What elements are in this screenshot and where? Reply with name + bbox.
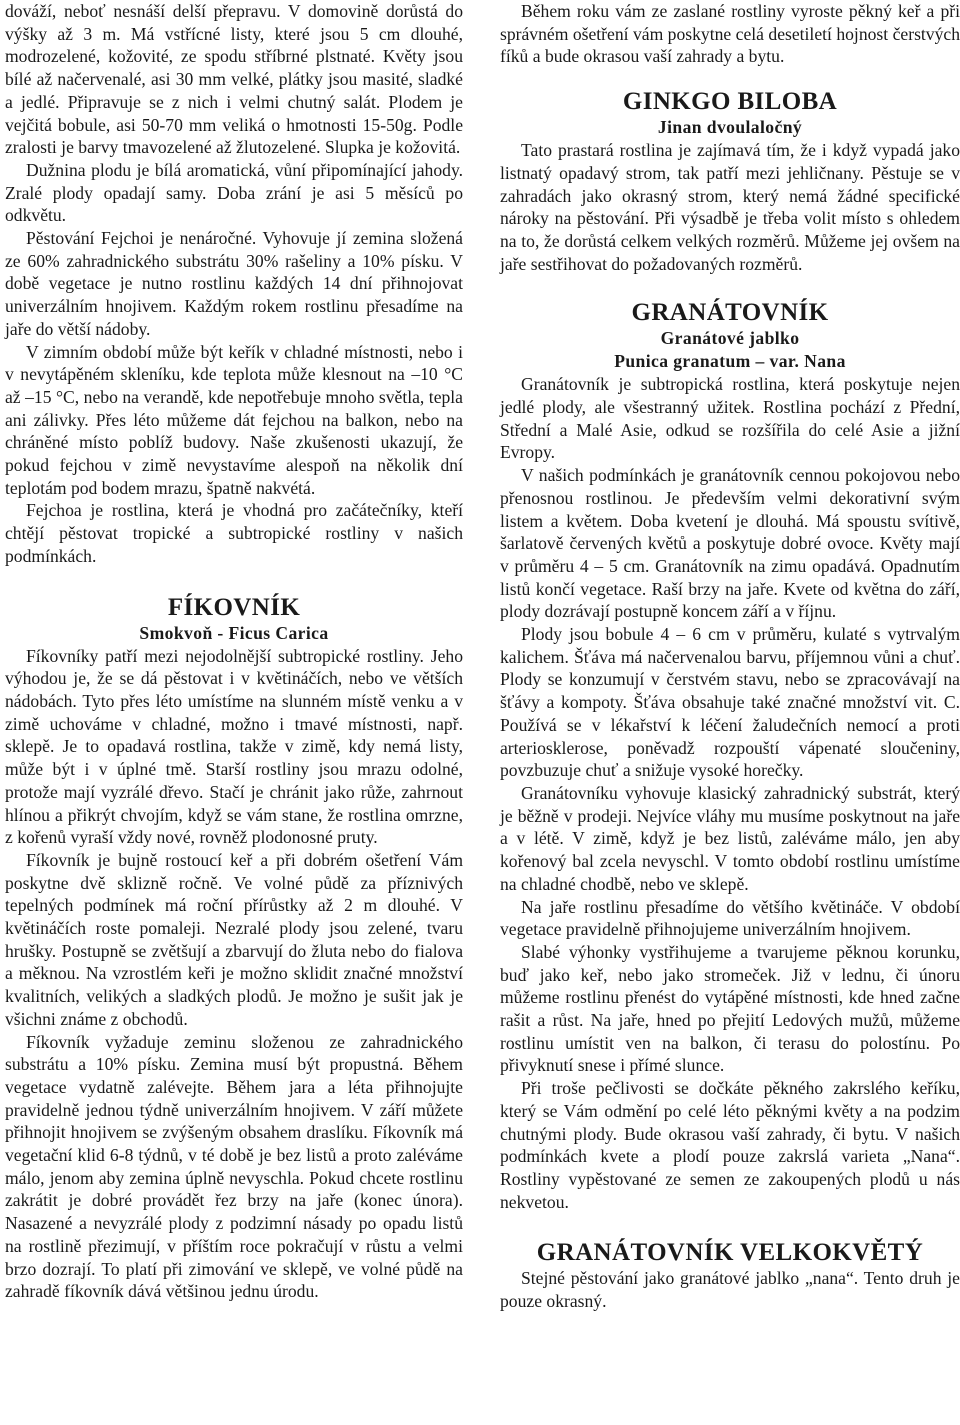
section-gap: [500, 68, 960, 88]
section-title-granatovnik-velkokvety: GRANÁTOVNÍK VELKOKVĚTÝ: [536, 1239, 924, 1267]
granatovnik-velkokvety-paragraph-1: Stejné pěstování jako granátové jablko „nana“. Tento druh je pouze okrasný.: [500, 1268, 960, 1312]
left-column: [5, 0, 463, 1303]
granatovnik-paragraph-2: V našich podmínkách je granátovník cennou pokojovou nebo přenosnou rostlinou. Je především velmi dekorativní svým listem a květem. Doba kvetení je dlouhá. Má spoustu svítivě, šarlatově červených květů a poskytuje dobré ovoce. Květy mají v průměru 4 – 5 cm. Granátovník na zimu opadává. Opadnutím listů končí vegetace. Raší brzy na jaře. Kvete od května do září, plody dozrávají postupně koncem září a v říjnu.: [500, 465, 960, 622]
intro-paragraph-1: dováží, neboť nesnáší delší přepravu. V domovině dorůstá do výšky až 3 m. Má vstřícné listy, které jsou 5 cm dlouhé, modrozelené, kožovité, ze spodu stříbrné plstnaté. Květy jsou bílé až načervenalé, asi 30 mm velké, plátky jsou masité, sladké a jedlé. Připravuje se z nich i velmi chutný salát. Plodem je vejčitá bobule, asi 50-70 mm veliká o hmotnosti 15-50g. Podle zralosti je barvy tmavozelené až žlutozelené. Slupka je kožovitá.: [5, 1, 463, 158]
intro-paragraph-2: Dužnina plodu je bílá aromatická, vůní připomínající jahody. Zralé plody opadají samy. Doba zrání je asi 5 měsíců po odkvětu.: [5, 159, 463, 226]
section-subtitle-granatovnik: Granátové jablko: [660, 328, 800, 349]
section-title-ginkgo: GINKGO BILOBA: [622, 88, 838, 116]
right-intro-paragraph: Během roku vám ze zaslané rostliny vyroste pěkný keř a při správném ošetření vám poskytne celá desetiletí hojnost čerstvých fíků a bude okrasou vaší zahrady a bytu.: [500, 1, 960, 67]
granatovnik-paragraph-3: Plody jsou bobule 4 – 6 cm v průměru, kulaté s vytrvalým kalichem. Šťáva má načervenalou barvu, příjemnou vůni a chuť. Plody se konzumují v čerstvém stavu, nebo se zpracovávají na šťávy a kompoty. Šťáva obsahuje také značné množství vit. C. Používá se v lékařství k léčení žaludečních nemocí a proti arteriosklerose, poněvadž rozpouští vápenaté sloučeniny, povzbuzuje chuť a snižuje vysoké horečky.: [500, 624, 960, 781]
fikovnik-paragraph-1: Fíkovníky patří mezi nejodolnější subtropické rostliny. Jeho výhodou je, že se dá pěstovat i v květináčích, nebo ve větších nádobách. Tyto přes léto umístíme na slunném místě venku a v zimě uchováme v chladné, možno i tmavé místnosti, např. sklepě. Je to opadavá rostlina, takže v zimě, kdy nemá listy, může být i v úplné tmě. Starší rostliny jsou mrazu odolné, protože mají vyzrálé dřevo. Stačí je chránit jako růže, zahrnout hlínou a přikrýt chvojím, když se vám stane, že rostlina omrzne, z kořenů vyraší vždy nové, rovněž plodonosné pruty.: [5, 645, 463, 848]
granatovnik-paragraph-1: Granátovník je subtropická rostlina, která poskytuje nejen jedlé plody, ale všestranný užitek. Rostlina pochází z Přední, Střední a Malé Asie, odkud se rozšířila do celé Asie a jižní Evropy.: [500, 374, 960, 463]
granatovnik-paragraph-7: Při troše pečlivosti se dočkáte pěkného zakrslého keříku, který se Vám odmění po celé léto pěknými květy a na podzim chutnými plody. Bude okrasou vaší zahrady, či bytu. V našich podmínkách kvete a plodí pouze zakrslá varieta „Nana“. Rostliny vypěstované ze semen ze zakoupených plodů u nás nekvetou.: [500, 1078, 960, 1212]
section-subtitle-fikovnik: Smokvoň - Ficus Carica: [139, 622, 329, 643]
intro-paragraph-5: Fejchoa je rostlina, která je vhodná pro začátečníky, kteří chtějí pěstovat tropické a subtropické rostliny v našich podmínkách.: [5, 500, 463, 566]
granatovnik-paragraph-5: Na jaře rostlinu přesadíme do většího květináče. V období vegetace pravidelně přihnojujeme univerzálním hnojivem.: [500, 896, 960, 940]
ginkgo-paragraph-1: Tato prastará rostlina je zajímavá tím, že i když vypadá jako listnatý opadavý strom, tak patří mezi jehličnany. Pěstuje se v zahradách jako okrasný strom, který nemá žádné specifické nároky na pěstování. Při výsadbě je třeba volit místo s ohledem na to, že dorůstá celkem velkých rozměrů. Můžeme jej ovšem na jaře sestřihovat do požadovaných rozměrů.: [500, 140, 960, 274]
section-gap: [500, 1213, 960, 1239]
fikovnik-paragraph-2: Fíkovník je bujně rostoucí keř a při dobrém ošetření Vám poskytne dvě sklizně ročně. Ve volné půdě za příznivých tepelných podmínek má roční přírůstky až 2 m dlouhé. V květináčích roste pomaleji. Nezralé plody jsou zelené, tvaru hrušky. Postupně se zvětšují a zbarvují do žluta nebo do fialova a měknou. Na vzrostlém keři je možno sklidit značné množství kvalitních, velikých a sladkých plodů. Je možno je sušit jak je všichni známe z obchodů.: [5, 849, 463, 1029]
right-column: [500, 0, 960, 1313]
fikovnik-paragraph-3: Fíkovník vyžaduje zeminu složenou ze zahradnického substrátu a 10% písku. Zemina musí být propustná. Během vegetace vydatně zalévejte. Během jara a léta přihnojujte pravidelně jednou týdně univerzálním hnojivem. V září můžete přihnojit hnojivem se zvýšeným obsahem draslíku. Fíkovník má vegetační klid 6-8 týdnů, v té době je bez listů a proto zaléváme málo, jenom aby zemina úplně nevyschla. Pokud chcete rostlinu zakrátit je dobré provádět řez brzy na jaře (konec února). Nasazené a nevyzrálé plody z podzimní násady po opadu listů na rostlině přezimují, v příštím roce pokračují v růstu a velmi brzo dozrají. To platí při zimování ve sklepě, ve volné půdě na zahradě fíkovník dává většinou jednu úrodu.: [5, 1031, 463, 1302]
section-gap: [500, 275, 960, 299]
section-subtitle-ginkgo: Jinan dvoulaločný: [657, 117, 803, 138]
section-title-granatovnik: GRANÁTOVNÍK: [631, 299, 829, 327]
granatovnik-paragraph-4: Granátovníku vyhovuje klasický zahradnický substrát, který je běžně v prodeji. Nejvíce vláhy mu musíme poskytnout na jaře a v létě. V zimě, když je bez listů, zaléváme málo, jen aby kořenový bal zcela nevyschl. V tomto období rostlinu umístíme na chladné chodbě, nebo ve sklepě.: [500, 782, 960, 894]
intro-paragraph-3: Pěstování Fejchoi je nenáročné. Vyhovuje jí zemina složená ze 60% zahradnického substrátu 30% rašeliny a 10% písku. V době vegetace je nutno rostlinu každých 14 dní přihnojovat univerzálním hnojivem. Každým rokem rostlinu přesadíme na jaře do větší nádoby.: [5, 228, 463, 339]
section-title-fikovnik: FÍKOVNÍK: [167, 593, 301, 621]
section-gap: [5, 568, 463, 594]
intro-paragraph-4: V zimním období může být keřík v chladné místnosti, nebo i v nevytápěném skleníku, kde teplota může klesnout na –10 °C až –15 °C, nebo na verandě, kde nepotřebuje mnoho světla, tepla ani zálivky. Přes léto můžeme dát fejchou na balkon, nebo na chráněné místo poblíž budovy. Naše zkušenosti ukazují, že pokud fejchou v zimě nevystavíme alespoň na několik dní teplotám pod bodem mrazu, špatně nakvétá.: [5, 341, 463, 498]
granatovnik-paragraph-6: Slabé výhonky vystřihujeme a tvarujeme pěknou korunku, buď jako keř, nebo jako stromeček. Již v lednu, či únoru můžeme rostlinu přenést do vytápěné místnosti, kde hned začne rašit a růst. Na jaře, hned po přejití Ledových mužů, můžeme rostlinu umístit ven na balkon, či terasu do polostínu. Po přivyknutí snese i přímé slunce.: [500, 941, 960, 1076]
section-subtitle2-granatovnik: Punica granatum – var. Nana: [614, 351, 846, 372]
